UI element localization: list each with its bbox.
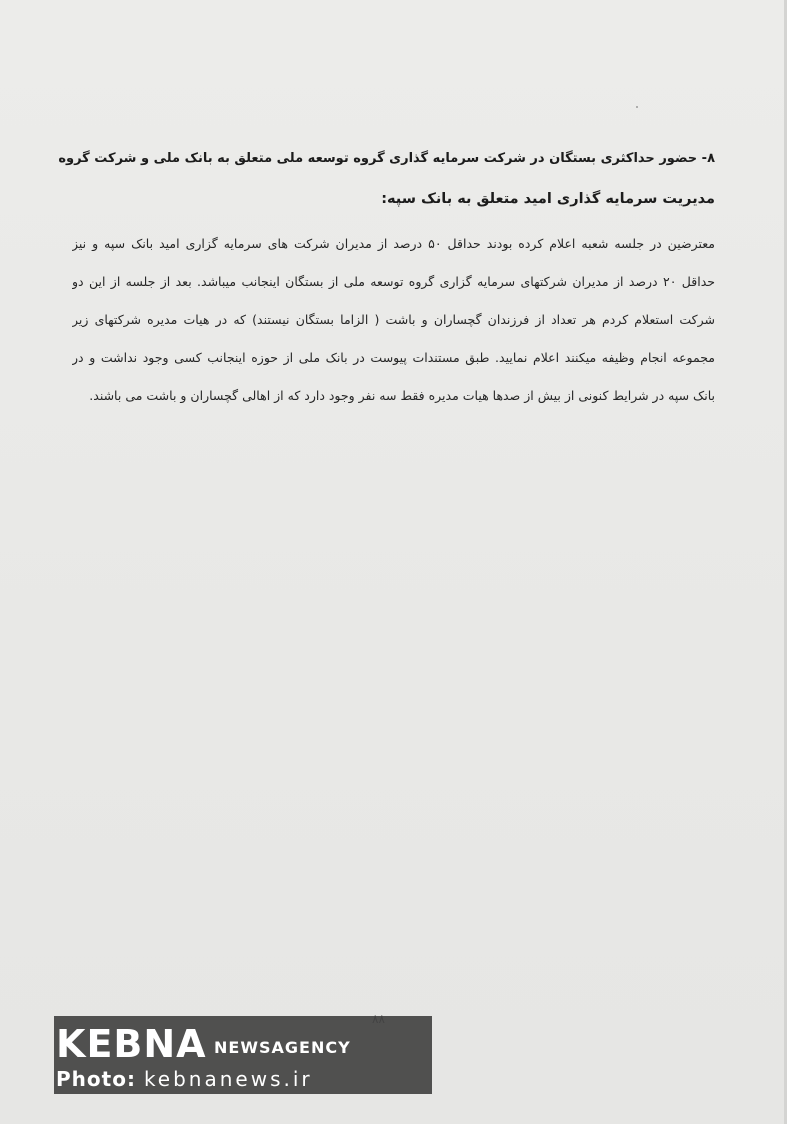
section-heading-line-1: ۸- حضور حداکثری بستگان در شرکت سرمایه گذاری گروه توسعه ملی متعلق به بانک ملی و شرکت گروه — [58, 151, 715, 166]
body-paragraph-line-3: شرکت استعلام کردم هر تعداد از فرزندان گچساران و باشت ( الزاما بستگان نیستند) که در هیات مدیره شرکتهای زیر — [72, 312, 715, 327]
agency-watermark — [54, 1016, 432, 1094]
watermark-photo-label: Photo: — [56, 1067, 136, 1091]
watermark-brand: KEBNA — [56, 1022, 207, 1066]
body-paragraph-line-5: بانک سپه در شرایط کنونی از بیش از صدها هیات مدیره فقط سه نفر وجود دارد که از اهالی گچساران و باشت می باشند. — [89, 388, 715, 403]
body-paragraph-line-1: معترضین در جلسه شعبه اعلام کرده بودند حداقل ۵۰ درصد از مدیران شرکت های سرمایه گزاری امید بانک سپه و نیز — [72, 236, 715, 251]
watermark-url: kebnanews.ir — [143, 1067, 313, 1091]
paper-speck — [636, 106, 638, 108]
body-paragraph-line-4: مجموعه انجام وظیفه میکنند اعلام نمایید. طبق مستندات پیوست در بانک ملی از حوزه اینجانب کسی وجود نداشت و در — [72, 350, 715, 365]
body-paragraph-line-2: حداقل ۲۰ درصد از مدیران شرکتهای سرمایه گزاری گروه توسعه ملی از بستگان اینجانب میباشد. بعد از جلسه از این دو — [72, 274, 715, 289]
watermark-photo-credit — [56, 1066, 313, 1092]
section-heading-line-2: مدیریت سرمایه گذاری امید متعلق به بانک سپه: — [381, 191, 715, 207]
watermark-agency: NEWSAGENCY — [214, 1038, 351, 1057]
